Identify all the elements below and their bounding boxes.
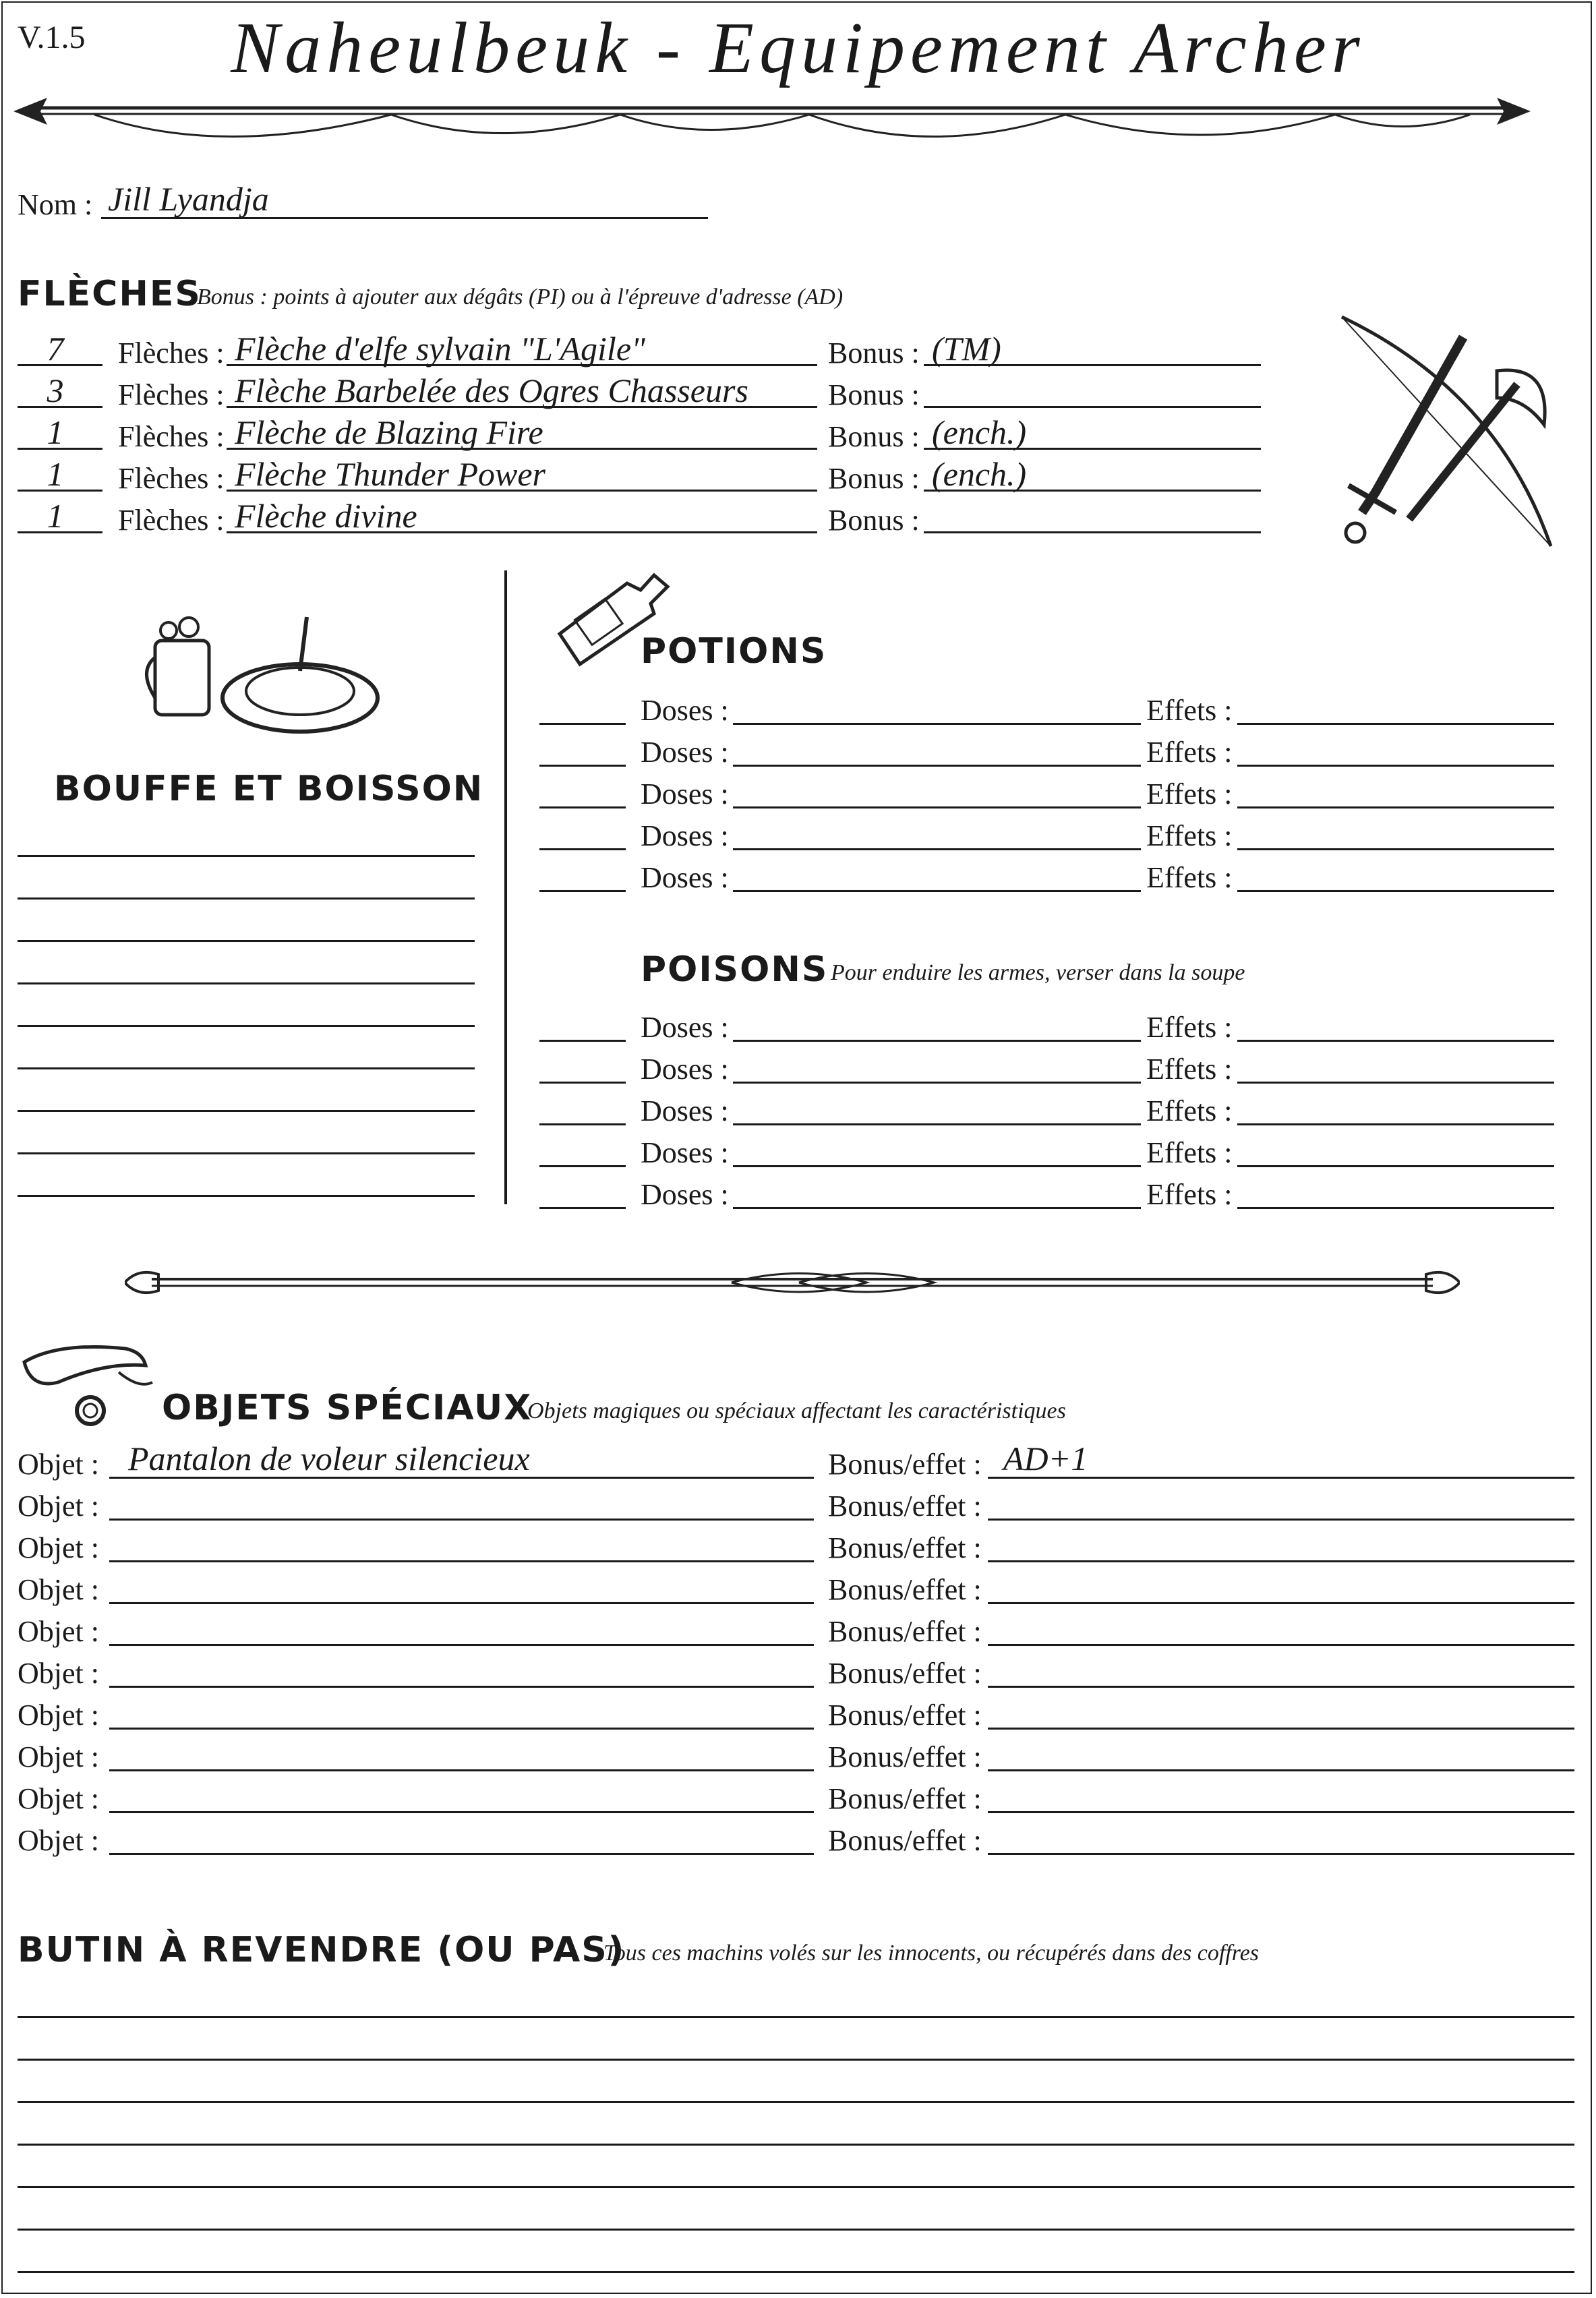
potions-doses-line[interactable] xyxy=(733,806,1141,808)
fleche-bonus-label: Bonus : xyxy=(828,336,920,370)
potions-effets-label: Effets : xyxy=(1146,694,1233,727)
potions-effets-line[interactable] xyxy=(1237,890,1554,892)
fleche-name-line xyxy=(227,448,817,450)
fleche-bonus[interactable]: (TM) xyxy=(932,330,1001,367)
potions-effets-label: Effets : xyxy=(1146,736,1233,769)
fleche-bonus[interactable]: (ench.) xyxy=(932,455,1027,493)
mug-and-plate-icon xyxy=(138,603,381,738)
potions-doses-line[interactable] xyxy=(733,723,1141,725)
poisons-qty-line[interactable] xyxy=(539,1082,626,1084)
objet-line xyxy=(109,1477,814,1479)
fleche-label: Flèches : xyxy=(118,336,225,370)
poisons-qty-line[interactable] xyxy=(539,1123,626,1125)
objet-line xyxy=(109,1728,814,1730)
objet-bonus-line xyxy=(988,1477,1574,1479)
butin-line[interactable] xyxy=(18,2016,1574,2018)
objet-bonus-line xyxy=(988,1519,1574,1521)
poisons-doses-line[interactable] xyxy=(733,1207,1141,1209)
objet-label: Objet : xyxy=(18,1657,99,1690)
fleche-qty-line xyxy=(18,406,102,408)
poisons-qty-line[interactable] xyxy=(539,1040,626,1042)
objet-line xyxy=(109,1686,814,1688)
objet-value[interactable]: Pantalon de voleur silencieux xyxy=(128,1440,530,1477)
fleche-bonus-line xyxy=(924,364,1261,366)
objet-bonus-label: Bonus/effet : xyxy=(828,1615,982,1648)
objet-line xyxy=(109,1519,814,1521)
objet-label: Objet : xyxy=(18,1824,99,1857)
objet-bonus-label: Bonus/effet : xyxy=(828,1699,982,1732)
potions-qty-line[interactable] xyxy=(539,806,626,808)
fleche-name[interactable]: Flèche Thunder Power xyxy=(235,455,546,493)
poisons-effets-line[interactable] xyxy=(1237,1082,1554,1084)
potions-title: POTIONS xyxy=(641,631,827,672)
fleche-name-line xyxy=(227,364,817,366)
fleche-bonus-line xyxy=(924,531,1261,533)
fleche-name[interactable]: Flèche divine xyxy=(235,497,417,535)
scroll-and-ring-icon xyxy=(18,1335,159,1430)
objet-bonus-label: Bonus/effet : xyxy=(828,1573,982,1606)
poisons-effets-label: Effets : xyxy=(1146,1094,1233,1127)
fleche-bonus-line xyxy=(924,490,1261,492)
potions-effets-line[interactable] xyxy=(1237,806,1554,808)
poisons-doses-label: Doses : xyxy=(641,1053,729,1086)
poisons-doses-label: Doses : xyxy=(641,1178,729,1211)
version-label: V.1.5 xyxy=(18,20,86,55)
poisons-doses-label: Doses : xyxy=(641,1136,729,1169)
potions-doses-label: Doses : xyxy=(641,694,729,727)
poisons-effets-line[interactable] xyxy=(1237,1165,1554,1167)
bouffe-title: BOUFFE ET BOISSON xyxy=(54,769,484,809)
fleche-qty[interactable]: 1 xyxy=(47,413,64,451)
potions-effets-label: Effets : xyxy=(1146,777,1233,811)
fleche-qty[interactable]: 1 xyxy=(47,455,64,493)
objet-bonus-label: Bonus/effet : xyxy=(828,1657,982,1690)
poisons-effets-line[interactable] xyxy=(1237,1040,1554,1042)
poisons-effets-label: Effets : xyxy=(1146,1011,1233,1044)
butin-line[interactable] xyxy=(18,2059,1574,2061)
objet-bonus-line xyxy=(988,1769,1574,1771)
arrow-divider-icon xyxy=(13,84,1531,148)
butin-line[interactable] xyxy=(18,2229,1574,2231)
objet-bonus-label: Bonus/effet : xyxy=(828,1824,982,1857)
bouffe-line[interactable] xyxy=(18,897,475,900)
potions-doses-label: Doses : xyxy=(641,819,729,852)
objet-bonus-label: Bonus/effet : xyxy=(828,1531,982,1564)
bouffe-line[interactable] xyxy=(18,855,475,857)
objet-bonus-line xyxy=(988,1853,1574,1855)
objet-bonus-label: Bonus/effet : xyxy=(828,1740,982,1773)
poisons-doses-line[interactable] xyxy=(733,1040,1141,1042)
bouffe-line[interactable] xyxy=(18,982,475,984)
poisons-effets-label: Effets : xyxy=(1146,1178,1233,1211)
poisons-effets-line[interactable] xyxy=(1237,1123,1554,1125)
fleche-bonus[interactable]: (ench.) xyxy=(932,413,1027,451)
fleche-label: Flèches : xyxy=(118,504,225,537)
objet-bonus-line xyxy=(988,1686,1574,1688)
fleche-label: Flèches : xyxy=(118,462,225,495)
objets-title: OBJETS SPÉCIAUX xyxy=(162,1388,533,1428)
objet-label: Objet : xyxy=(18,1740,99,1773)
fleche-bonus-line xyxy=(924,448,1261,450)
poisons-qty-line[interactable] xyxy=(539,1165,626,1167)
fleche-qty-line xyxy=(18,364,102,366)
objet-line xyxy=(109,1644,814,1646)
potions-effets-line[interactable] xyxy=(1237,848,1554,850)
fleche-name[interactable]: Flèche de Blazing Fire xyxy=(235,413,543,451)
fleche-bonus-label: Bonus : xyxy=(828,378,920,411)
objet-label: Objet : xyxy=(18,1699,99,1732)
poisons-effets-label: Effets : xyxy=(1146,1136,1233,1169)
objet-line xyxy=(109,1769,814,1771)
objets-subtitle: Objets magiques ou spéciaux affectant les caractéristiques xyxy=(527,1398,1066,1423)
objet-bonus-line xyxy=(988,1728,1574,1730)
butin-line[interactable] xyxy=(18,2101,1574,2103)
fleche-name-line xyxy=(227,490,817,492)
bouffe-line[interactable] xyxy=(18,1110,475,1112)
objet-bonus-line xyxy=(988,1560,1574,1562)
potions-doses-label: Doses : xyxy=(641,777,729,811)
potions-qty-line[interactable] xyxy=(539,723,626,725)
fleche-qty[interactable]: 1 xyxy=(47,497,64,535)
poisons-effets-label: Effets : xyxy=(1146,1053,1233,1086)
fleche-qty[interactable]: 7 xyxy=(47,330,64,367)
objet-bonus-line xyxy=(988,1602,1574,1604)
objet-line xyxy=(109,1811,814,1813)
staff-divider-icon xyxy=(125,1261,1460,1301)
butin-line[interactable] xyxy=(18,2186,1574,2188)
fleche-name-line xyxy=(227,531,817,533)
fleche-name[interactable]: Flèche Barbelée des Ogres Chasseurs xyxy=(235,372,748,409)
fleche-qty-line xyxy=(18,448,102,450)
objet-label: Objet : xyxy=(18,1782,99,1815)
poisons-doses-line[interactable] xyxy=(733,1082,1141,1084)
potions-qty-line[interactable] xyxy=(539,765,626,767)
bouffe-line[interactable] xyxy=(18,1152,475,1154)
objet-line xyxy=(109,1602,814,1604)
bouffe-line[interactable] xyxy=(18,1067,475,1069)
fleche-bonus-label: Bonus : xyxy=(828,420,920,453)
objet-bonus-value[interactable]: AD+1 xyxy=(1003,1440,1088,1477)
potions-effets-line[interactable] xyxy=(1237,765,1554,767)
objet-label: Objet : xyxy=(18,1531,99,1564)
objet-bonus-label: Bonus/effet : xyxy=(828,1782,982,1815)
poisons-title: POISONS xyxy=(641,949,829,990)
fleche-qty[interactable]: 3 xyxy=(47,372,64,409)
nom-field[interactable]: Jill Lyandja xyxy=(108,180,269,218)
potions-doses-label: Doses : xyxy=(641,861,729,894)
fleche-qty-line xyxy=(18,490,102,492)
page-title: Naheulbeuk - Equipement Archer xyxy=(231,8,1365,88)
fleches-title: FLÈCHES xyxy=(18,274,202,314)
fleche-label: Flèches : xyxy=(118,378,225,411)
butin-subtitle: Tous ces machins volés sur les innocents, ou récupérés dans des coffres xyxy=(603,1941,1260,1966)
fleche-qty-line xyxy=(18,531,102,533)
objet-line xyxy=(109,1853,814,1855)
potions-effets-line[interactable] xyxy=(1237,723,1554,725)
poisons-effets-line[interactable] xyxy=(1237,1207,1554,1209)
poisons-subtitle: Pour enduire les armes, verser dans la soupe xyxy=(831,960,1245,985)
fleches-subtitle: Bonus : points à ajouter aux dégâts (PI) ou à l'épreuve d'adresse (AD) xyxy=(197,285,844,310)
objet-label: Objet : xyxy=(18,1615,99,1648)
objet-label: Objet : xyxy=(18,1448,99,1481)
butin-title: BUTIN À REVENDRE (OU PAS) xyxy=(18,1930,626,1970)
column-divider xyxy=(504,570,507,1204)
fleche-name[interactable]: Flèche d'elfe sylvain "L'Agile" xyxy=(235,330,646,367)
objet-bonus-label: Bonus/effet : xyxy=(828,1448,982,1481)
nom-label: Nom : xyxy=(18,188,93,221)
fleche-bonus-label: Bonus : xyxy=(828,462,920,495)
nom-underline xyxy=(101,217,708,219)
potions-doses-label: Doses : xyxy=(641,736,729,769)
poisons-doses-line[interactable] xyxy=(733,1123,1141,1125)
poisons-doses-label: Doses : xyxy=(641,1094,729,1127)
poisons-doses-line[interactable] xyxy=(733,1165,1141,1167)
objet-line xyxy=(109,1560,814,1562)
potions-doses-line[interactable] xyxy=(733,890,1141,892)
objet-bonus-line xyxy=(988,1811,1574,1813)
bouffe-line[interactable] xyxy=(18,940,475,942)
bouffe-line[interactable] xyxy=(18,1195,475,1197)
potions-doses-line[interactable] xyxy=(733,765,1141,767)
objet-bonus-line xyxy=(988,1644,1574,1646)
objet-label: Objet : xyxy=(18,1490,99,1523)
bouffe-line[interactable] xyxy=(18,1025,475,1027)
fleche-name-line xyxy=(227,406,817,408)
butin-line[interactable] xyxy=(18,2144,1574,2146)
potions-effets-label: Effets : xyxy=(1146,861,1233,894)
fleche-bonus-line xyxy=(924,406,1261,408)
butin-line[interactable] xyxy=(18,2271,1574,2273)
objet-label: Objet : xyxy=(18,1573,99,1606)
potions-effets-label: Effets : xyxy=(1146,819,1233,852)
potions-qty-line[interactable] xyxy=(539,890,626,892)
potions-qty-line[interactable] xyxy=(539,848,626,850)
fleche-bonus-label: Bonus : xyxy=(828,504,920,537)
poisons-qty-line[interactable] xyxy=(539,1207,626,1209)
objet-bonus-label: Bonus/effet : xyxy=(828,1490,982,1523)
crossed-sword-axe-bow-icon xyxy=(1322,310,1571,553)
poisons-doses-label: Doses : xyxy=(641,1011,729,1044)
fleche-label: Flèches : xyxy=(118,420,225,453)
potions-doses-line[interactable] xyxy=(733,848,1141,850)
